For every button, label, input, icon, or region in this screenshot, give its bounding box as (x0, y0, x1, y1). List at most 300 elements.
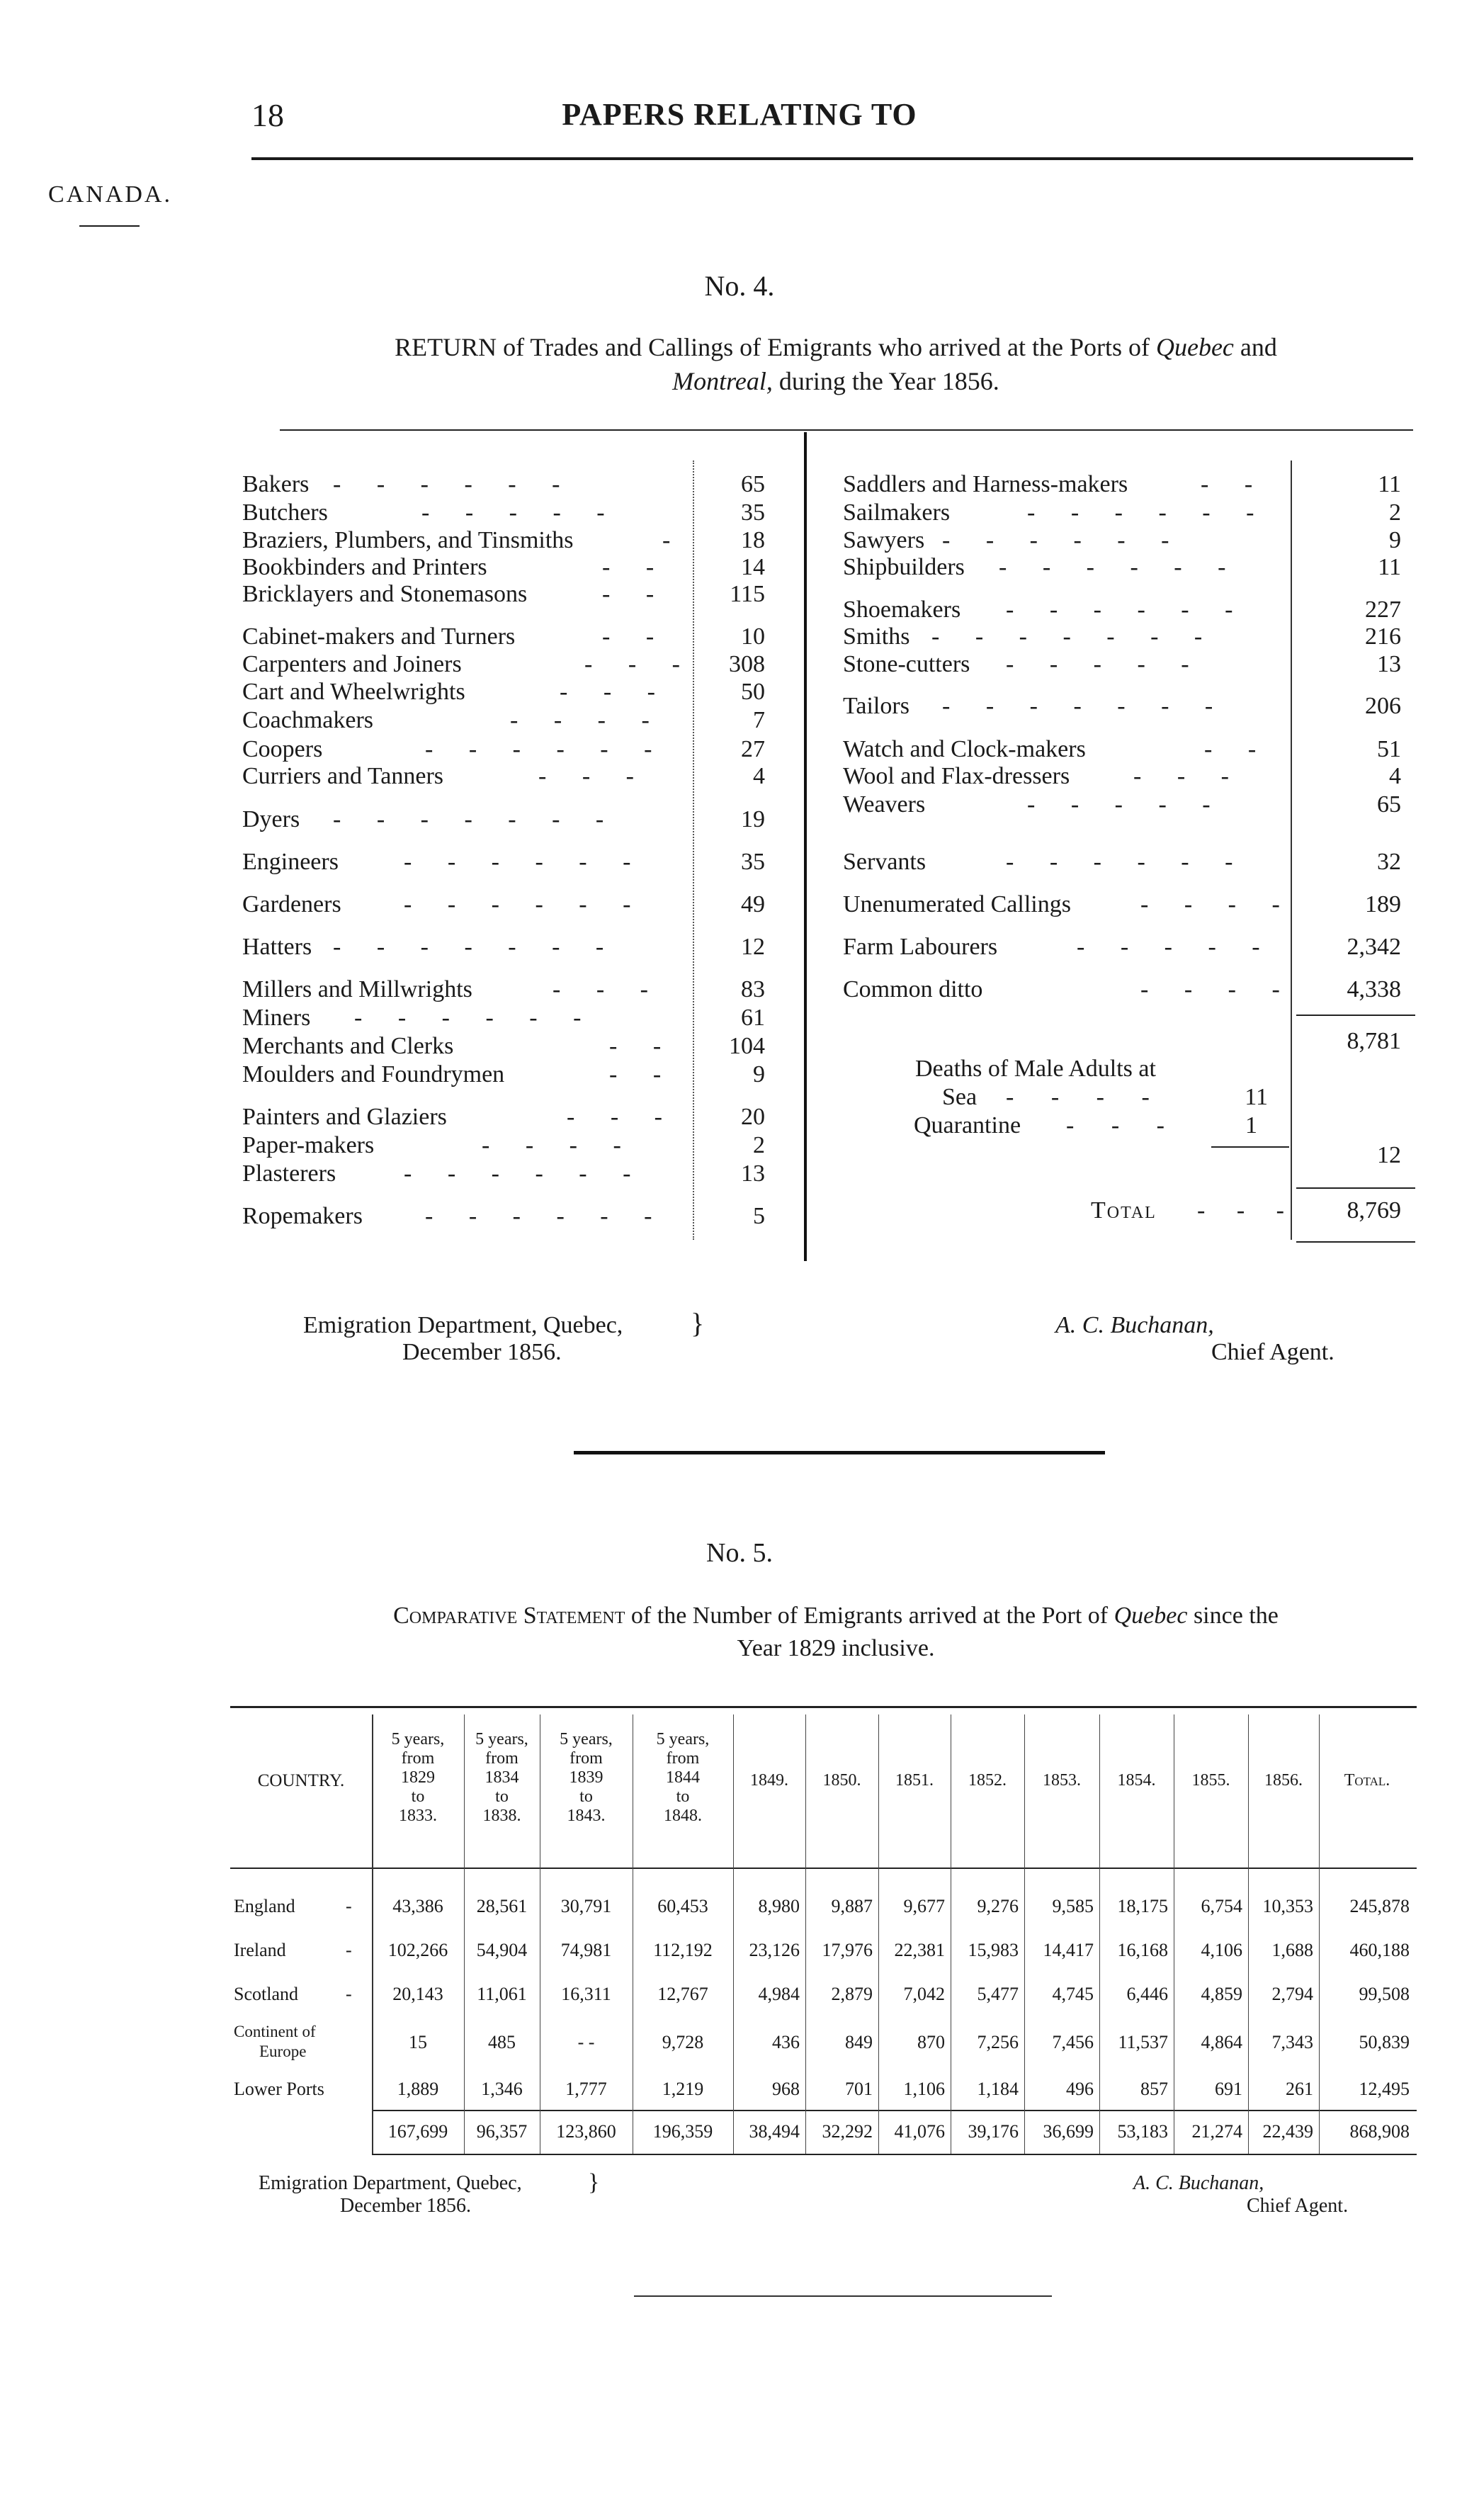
table-cell: 9,585 (1052, 1896, 1094, 1916)
table4-center-divider (804, 432, 807, 1261)
table-cell: 11,061 (477, 1984, 527, 2004)
table-cell: 968 (772, 2079, 800, 2099)
column-header-line: 1844 (666, 1768, 700, 1787)
country-label: Continent of (234, 2023, 316, 2040)
table5-title-italic: Quebec (1114, 1603, 1188, 1629)
column-header (878, 1771, 951, 1790)
deaths-quarantine-label: Quarantine (914, 1112, 1021, 1138)
leader-dashes: - - - - (510, 707, 664, 733)
table-cell: 60,453 (657, 1896, 708, 1916)
leader-dashes: - - - (538, 763, 649, 789)
trade-value: 189 (1365, 891, 1401, 917)
trade-value: 7 (753, 707, 765, 733)
trade-value: 32 (1377, 849, 1401, 875)
country-label: Lower Ports (234, 2079, 324, 2099)
table5-footer-agent-title: Chief Agent. (1247, 2195, 1349, 2217)
table4-total-top-rule (1296, 1187, 1415, 1189)
leader-dashes: - - - - - - (425, 736, 667, 762)
trade-label: Cabinet-makers and Turners (242, 623, 516, 650)
table-cell: 43,386 (392, 1896, 443, 1916)
trade-value: 51 (1377, 736, 1401, 762)
table-cell: 7,456 (1052, 2032, 1094, 2052)
column-header-line: 1856. (1264, 1771, 1303, 1790)
table-cell: 6,446 (1126, 1984, 1168, 2004)
trade-value: 35 (741, 849, 765, 875)
trade-label: Merchants and Clerks (242, 1033, 454, 1059)
table4-footer-agent (1055, 1312, 1334, 1366)
trade-label: Coachmakers (242, 707, 374, 733)
table5-bottom-rule (372, 2154, 1417, 2155)
table-cell: 460,188 (1349, 1940, 1410, 1960)
column-header-line: Total. (1344, 1771, 1390, 1790)
margin-note-rule (79, 225, 140, 227)
table-cell: 11,537 (1118, 2032, 1168, 2052)
trade-value: 11 (1378, 471, 1401, 497)
leader-dash: - (346, 1896, 352, 1916)
table-cell: 9,728 (662, 2032, 704, 2052)
table5-title-part1: Comparative Statement (393, 1603, 625, 1629)
trade-value: 35 (741, 499, 765, 526)
table4-title-part2: and (1233, 333, 1277, 361)
trade-label: Butchers (242, 499, 328, 526)
table-cell: 496 (1066, 2079, 1094, 2099)
trade-label: Servants (843, 849, 926, 875)
trade-value: 4,338 (1347, 976, 1401, 1002)
leader-dashes: - - (602, 623, 669, 650)
running-title: PAPERS RELATING TO (562, 97, 917, 132)
column-header-line: 5 years, (475, 1730, 528, 1748)
table4-total-bottom-rule (1296, 1241, 1415, 1243)
trade-label: Bookbinders and Printers (242, 554, 487, 580)
leader-dash: - (346, 1984, 352, 2004)
table-cell: 1,184 (977, 2079, 1019, 2099)
trade-value: 115 (730, 581, 765, 607)
leader-dashes: - - (602, 581, 669, 607)
table-cell: 1,777 (565, 2079, 607, 2099)
table-cell: 9,276 (977, 1896, 1019, 1916)
column-header-line: 1848. (664, 1807, 702, 1825)
trade-label: Sawyers (843, 527, 925, 553)
leader-dashes: - - - (584, 651, 695, 677)
table5-footer-dept (259, 2172, 522, 2217)
table-cell: 74,981 (560, 1940, 612, 1960)
deaths-quarantine-value: 1 (1245, 1112, 1257, 1138)
deaths-sea-dashes: - - - - (1006, 1084, 1165, 1110)
column-header-line: to (495, 1787, 509, 1806)
leader-dashes: - - - - - - (333, 471, 575, 497)
table5-number: No. 5. (706, 1538, 773, 1568)
trade-label: Stone-cutters (843, 651, 970, 677)
column-header-line: 1833. (399, 1807, 437, 1825)
column-header (464, 1730, 540, 1826)
leader-dashes: - - (609, 1033, 676, 1059)
trade-label: Bricklayers and Stonemasons (242, 581, 528, 607)
leader-dashes: - - (602, 554, 669, 580)
trade-label: Cart and Wheelwrights (242, 679, 465, 705)
table-cell: 16,311 (561, 1984, 611, 2004)
leader-dashes: - - - (567, 1104, 677, 1130)
deaths-sea-label: Sea (942, 1084, 978, 1110)
trade-value: 4 (753, 763, 765, 789)
trade-label: Watch and Clock-makers (843, 736, 1086, 762)
table-cell: 54,904 (476, 1940, 528, 1960)
total-cell: 22,439 (1262, 2121, 1313, 2142)
leader-dashes: - - - - - (1077, 934, 1275, 960)
table-cell: 2,879 (831, 1984, 873, 2004)
table-cell: 4,984 (758, 1984, 800, 2004)
leader-dashes: - - - - - - (404, 1160, 646, 1187)
leader-dashes: - (662, 527, 686, 553)
leader-dashes: - - - - - - (404, 849, 646, 875)
total-cell: 32,292 (822, 2121, 873, 2142)
column-header-line: 1849. (750, 1771, 788, 1790)
trade-label: Ropemakers (242, 1203, 363, 1229)
table4-footer-agent-title: Chief Agent. (1211, 1339, 1334, 1365)
trade-value: 65 (741, 471, 765, 497)
column-header-line: to (676, 1787, 690, 1806)
table-cell: 28,561 (476, 1896, 528, 1916)
deaths-heading: Deaths of Male Adults at (915, 1056, 1156, 1082)
trade-value: 13 (741, 1160, 765, 1187)
header-rule (251, 157, 1413, 160)
leader-dash: - (346, 1940, 352, 1960)
trade-label: Coopers (242, 736, 323, 762)
leader-dashes: - - - - - - - (931, 623, 1218, 650)
trade-label: Common ditto (843, 976, 983, 1002)
leader-dashes: - - - - - (1006, 651, 1204, 677)
total-cell: 53,183 (1117, 2121, 1168, 2142)
trade-value: 227 (1365, 597, 1401, 623)
trade-value: 206 (1365, 693, 1401, 719)
column-header-line: 1854. (1117, 1771, 1156, 1790)
deaths-total: 12 (1377, 1142, 1401, 1168)
table-cell: 16,168 (1117, 1940, 1168, 1960)
trade-value: 216 (1365, 623, 1401, 650)
column-header-line: 1834 (484, 1768, 519, 1787)
table-cell: 17,976 (822, 1940, 873, 1960)
table-cell: 485 (488, 2032, 516, 2052)
table-cell: 15 (409, 2032, 427, 2052)
table-cell: 20,143 (392, 1984, 443, 2004)
trade-label: Wool and Flax-dressers (843, 763, 1070, 789)
leader-dashes: - - (1204, 736, 1271, 762)
page-number: 18 (251, 97, 284, 133)
table5-total-rule (372, 2110, 1417, 2111)
trade-label: Painters and Glaziers (242, 1104, 447, 1130)
table4-deaths-rule (1211, 1146, 1289, 1148)
table-cell: 18,175 (1117, 1896, 1168, 1916)
trade-value: 2,342 (1347, 934, 1401, 960)
total-cell: 36,699 (1043, 2121, 1094, 2142)
total-cell: 39,176 (968, 2121, 1019, 2142)
column-header (1248, 1771, 1319, 1790)
trade-value: 5 (753, 1203, 765, 1229)
total-cell: 196,359 (652, 2121, 713, 2142)
table-cell: 12,767 (657, 1984, 708, 2004)
column-header-line: 5 years, (391, 1730, 445, 1748)
column-header-line: 1853. (1043, 1771, 1081, 1790)
country-label: Europe (259, 2042, 307, 2060)
country-label: Ireland (234, 1940, 286, 1960)
table-cell: 4,106 (1201, 1940, 1242, 1960)
trade-label: Farm Labourers (843, 934, 998, 960)
trade-label: Shipbuilders (843, 554, 965, 580)
table4-title-part3: during the Year 1856. (772, 367, 999, 395)
table-cell: 1,889 (397, 2079, 439, 2099)
total-cell: 167,699 (387, 2121, 448, 2142)
table-cell: 1,688 (1271, 1940, 1313, 1960)
table4-title (241, 330, 1431, 398)
total-cell: 38,494 (749, 2121, 800, 2142)
column-header-line: 1838. (482, 1807, 521, 1825)
table-cell: 870 (917, 2032, 945, 2052)
country-label: England (234, 1896, 295, 1916)
column-header-line: 1851. (895, 1771, 934, 1790)
column-header-line: from (485, 1749, 518, 1768)
table-cell: - - (577, 2032, 595, 2052)
column-header (805, 1771, 878, 1790)
table4-subtotal-rule (1296, 1015, 1415, 1016)
trade-value: 9 (753, 1061, 765, 1087)
table4-total-dashes: - - - (1197, 1197, 1297, 1224)
table4-top-rule (280, 429, 1413, 431)
leader-dashes: - - - - - - (942, 527, 1184, 553)
trade-value: 83 (741, 976, 765, 1002)
trade-value: 13 (1377, 651, 1401, 677)
trade-label: Hatters (242, 934, 312, 960)
bottom-rule (634, 2295, 1052, 2297)
table-cell: 10,353 (1262, 1896, 1313, 1916)
table-cell: 102,266 (387, 1940, 448, 1960)
total-cell: 123,860 (556, 2121, 616, 2142)
table-cell: 245,878 (1349, 1896, 1410, 1916)
table5-footer-dept-line1: Emigration Department, Quebec, (259, 2172, 522, 2194)
country-label: Scotland (234, 1984, 298, 2004)
trade-value: 18 (741, 527, 765, 553)
leader-dashes: - - - (552, 976, 663, 1002)
leader-dashes: - - - - - - - (942, 693, 1228, 719)
table4-footer-agent-name: A. C. Buchanan, (1055, 1312, 1214, 1338)
trade-label: Shoemakers (843, 597, 961, 623)
trade-label: Plasterers (242, 1160, 336, 1187)
column-header (1024, 1771, 1099, 1790)
table4-number: No. 4. (704, 270, 775, 302)
table4-title-italic2: Montreal, (672, 367, 773, 395)
trade-label: Carpenters and Joiners (242, 651, 462, 677)
total-cell: 21,274 (1191, 2121, 1242, 2142)
table-cell: 1,106 (903, 2079, 945, 2099)
leader-dashes: - - - - - - (999, 554, 1241, 580)
column-header-line: 1829 (401, 1768, 435, 1787)
column-header-line: 1855. (1191, 1771, 1230, 1790)
leader-dashes: - - - (1133, 763, 1244, 789)
trade-value: 49 (741, 891, 765, 917)
table5-header-rule (230, 1868, 1417, 1869)
table5-title-line2: Year 1829 inclusive. (737, 1635, 935, 1661)
table4-right-number-divider (1291, 461, 1292, 1240)
trade-label: Dyers (242, 806, 300, 832)
table-cell: 112,192 (653, 1940, 713, 1960)
table-cell: 4,745 (1052, 1984, 1094, 2004)
leader-dashes: - - - - - - - (333, 806, 619, 832)
trade-label: Gardeners (242, 891, 341, 917)
table-cell: 30,791 (560, 1896, 612, 1916)
column-header (733, 1771, 805, 1790)
table-cell: 849 (845, 2032, 873, 2052)
trade-value: 27 (741, 736, 765, 762)
column-header (1174, 1771, 1248, 1790)
table4-footer-dept-line2: December 1856. (402, 1339, 562, 1365)
table-cell: 1,219 (662, 2079, 704, 2099)
table4-footer-dept (303, 1312, 623, 1366)
country-header: COUNTRY. (257, 1771, 345, 1790)
table-cell: 436 (772, 2032, 800, 2052)
trade-value: 19 (741, 806, 765, 832)
column-header (540, 1730, 633, 1826)
column-header-line: 1852. (968, 1771, 1007, 1790)
table-cell: 6,754 (1201, 1896, 1242, 1916)
table-cell: 7,343 (1271, 2032, 1313, 2052)
trade-value: 65 (1377, 791, 1401, 818)
leader-dashes: - - - - - - (1006, 849, 1248, 875)
trade-value: 14 (741, 554, 765, 580)
table5-title-part3: since the (1187, 1603, 1279, 1629)
table4-footer-brace: } (691, 1307, 705, 1339)
table-cell: 9,887 (831, 1896, 873, 1916)
column-header (1319, 1771, 1415, 1790)
leader-dashes: - - - - - - (354, 1005, 596, 1031)
trade-label: Paper-makers (242, 1132, 375, 1158)
table-cell: 7,256 (977, 2032, 1019, 2052)
table4-title-italic1: Quebec (1155, 333, 1234, 361)
column-header-line: from (401, 1749, 435, 1768)
trade-value: 104 (729, 1033, 765, 1059)
table4-subtotal: 8,781 (1347, 1028, 1401, 1054)
table-cell: 4,859 (1201, 1984, 1242, 2004)
trade-label: Moulders and Foundrymen (242, 1061, 505, 1087)
table5-title-part2: of the Number of Emigrants arrived at the Port of (625, 1603, 1114, 1629)
leader-dashes: - - - - - - - (333, 934, 619, 960)
table-cell: 14,417 (1043, 1940, 1094, 1960)
column-header-line: 1839 (569, 1768, 604, 1787)
deaths-quarantine-dashes: - - - (1066, 1112, 1180, 1138)
trade-label: Smiths (843, 623, 910, 650)
leader-dashes: - - - - (1140, 891, 1295, 917)
column-header-line: from (666, 1749, 700, 1768)
table-cell: 691 (1215, 2079, 1242, 2099)
trade-label: Tailors (843, 693, 910, 719)
table-cell: 7,042 (903, 1984, 945, 2004)
table-cell: 261 (1286, 2079, 1313, 2099)
trade-value: 2 (753, 1132, 765, 1158)
trade-value: 2 (1389, 499, 1401, 526)
table-cell: 15,983 (968, 1940, 1019, 1960)
column-header-line: 5 years, (656, 1730, 710, 1748)
table4-total-label: Total (1091, 1197, 1157, 1224)
section-separator (574, 1451, 1105, 1454)
table-cell: 99,508 (1359, 1984, 1410, 2004)
table5-top-rule (230, 1706, 1417, 1708)
table-cell: 857 (1140, 2079, 1168, 2099)
table-cell: 701 (845, 2079, 873, 2099)
table-cell: 23,126 (749, 1940, 800, 1960)
leader-dashes: - - - - - - (1027, 499, 1269, 526)
column-header (951, 1771, 1024, 1790)
trade-label: Engineers (242, 849, 339, 875)
table-cell: 5,477 (977, 1984, 1019, 2004)
trade-value: 9 (1389, 527, 1401, 553)
table-cell: 2,794 (1271, 1984, 1313, 2004)
trade-value: 12 (741, 934, 765, 960)
table5-footer-dept-line2: December 1856. (340, 2195, 472, 2217)
table-cell: 9,677 (903, 1896, 945, 1916)
table4-footer-dept-line1: Emigration Department, Quebec, (303, 1312, 623, 1338)
column-header (372, 1730, 464, 1826)
table-cell: 12,495 (1359, 2079, 1410, 2099)
leader-dashes: - - - - (1140, 976, 1295, 1002)
leader-dashes: - - - - - (1027, 791, 1225, 818)
column-header-line: 1843. (567, 1807, 606, 1825)
trade-label: Bakers (242, 471, 310, 497)
trade-label: Sailmakers (843, 499, 951, 526)
table5-footer-agent (1133, 2172, 1348, 2217)
total-cell: 868,908 (1349, 2121, 1410, 2142)
trade-value: 20 (741, 1104, 765, 1130)
trade-value: 10 (741, 623, 765, 650)
leader-dashes: - - - - - - (404, 891, 646, 917)
column-header-line: to (411, 1787, 425, 1806)
table4-title-part1: RETURN of Trades and Callings of Emigrants who arrived at the Ports of (395, 333, 1156, 361)
total-cell: 41,076 (894, 2121, 945, 2142)
trade-label: Saddlers and Harness-makers (843, 471, 1128, 497)
total-cell: 96,357 (476, 2121, 528, 2142)
column-header (633, 1730, 733, 1826)
leader-dashes: - - - - - - (1006, 597, 1248, 623)
table4-total-value: 8,769 (1347, 1197, 1401, 1224)
leader-dashes: - - - (560, 679, 670, 705)
column-header-line: from (570, 1749, 603, 1768)
trade-value: 11 (1378, 554, 1401, 580)
table-cell: 50,839 (1359, 2032, 1410, 2052)
trade-value: 61 (741, 1005, 765, 1031)
table5-footer-brace: } (588, 2169, 600, 2196)
leader-dashes: - - - - - (421, 499, 620, 526)
trade-value: 4 (1389, 763, 1401, 789)
leader-dashes: - - (1201, 471, 1268, 497)
column-header-line: 1850. (822, 1771, 861, 1790)
trade-label: Weavers (843, 791, 926, 818)
trade-label: Millers and Millwrights (242, 976, 472, 1002)
column-header-line: to (579, 1787, 593, 1806)
trade-label: Unenumerated Callings (843, 891, 1071, 917)
trade-label: Curriers and Tanners (242, 763, 444, 789)
table-cell: 8,980 (758, 1896, 800, 1916)
column-header (1099, 1771, 1174, 1790)
leader-dashes: - - - - - - (425, 1203, 667, 1229)
trade-label: Miners (242, 1005, 311, 1031)
table5-footer-agent-name: A. C. Buchanan, (1133, 2172, 1264, 2194)
leader-dashes: - - (609, 1061, 676, 1087)
leader-dashes: - - - - (482, 1132, 636, 1158)
deaths-sea-value: 11 (1245, 1084, 1268, 1110)
trade-value: 308 (729, 651, 765, 677)
column-header-line: 5 years, (560, 1730, 613, 1748)
table5-title (241, 1600, 1431, 1665)
table-cell: 1,346 (481, 2079, 523, 2099)
table-cell: 22,381 (894, 1940, 945, 1960)
trade-label: Braziers, Plumbers, and Tinsmiths (242, 527, 574, 553)
table-cell: 4,864 (1201, 2032, 1242, 2052)
